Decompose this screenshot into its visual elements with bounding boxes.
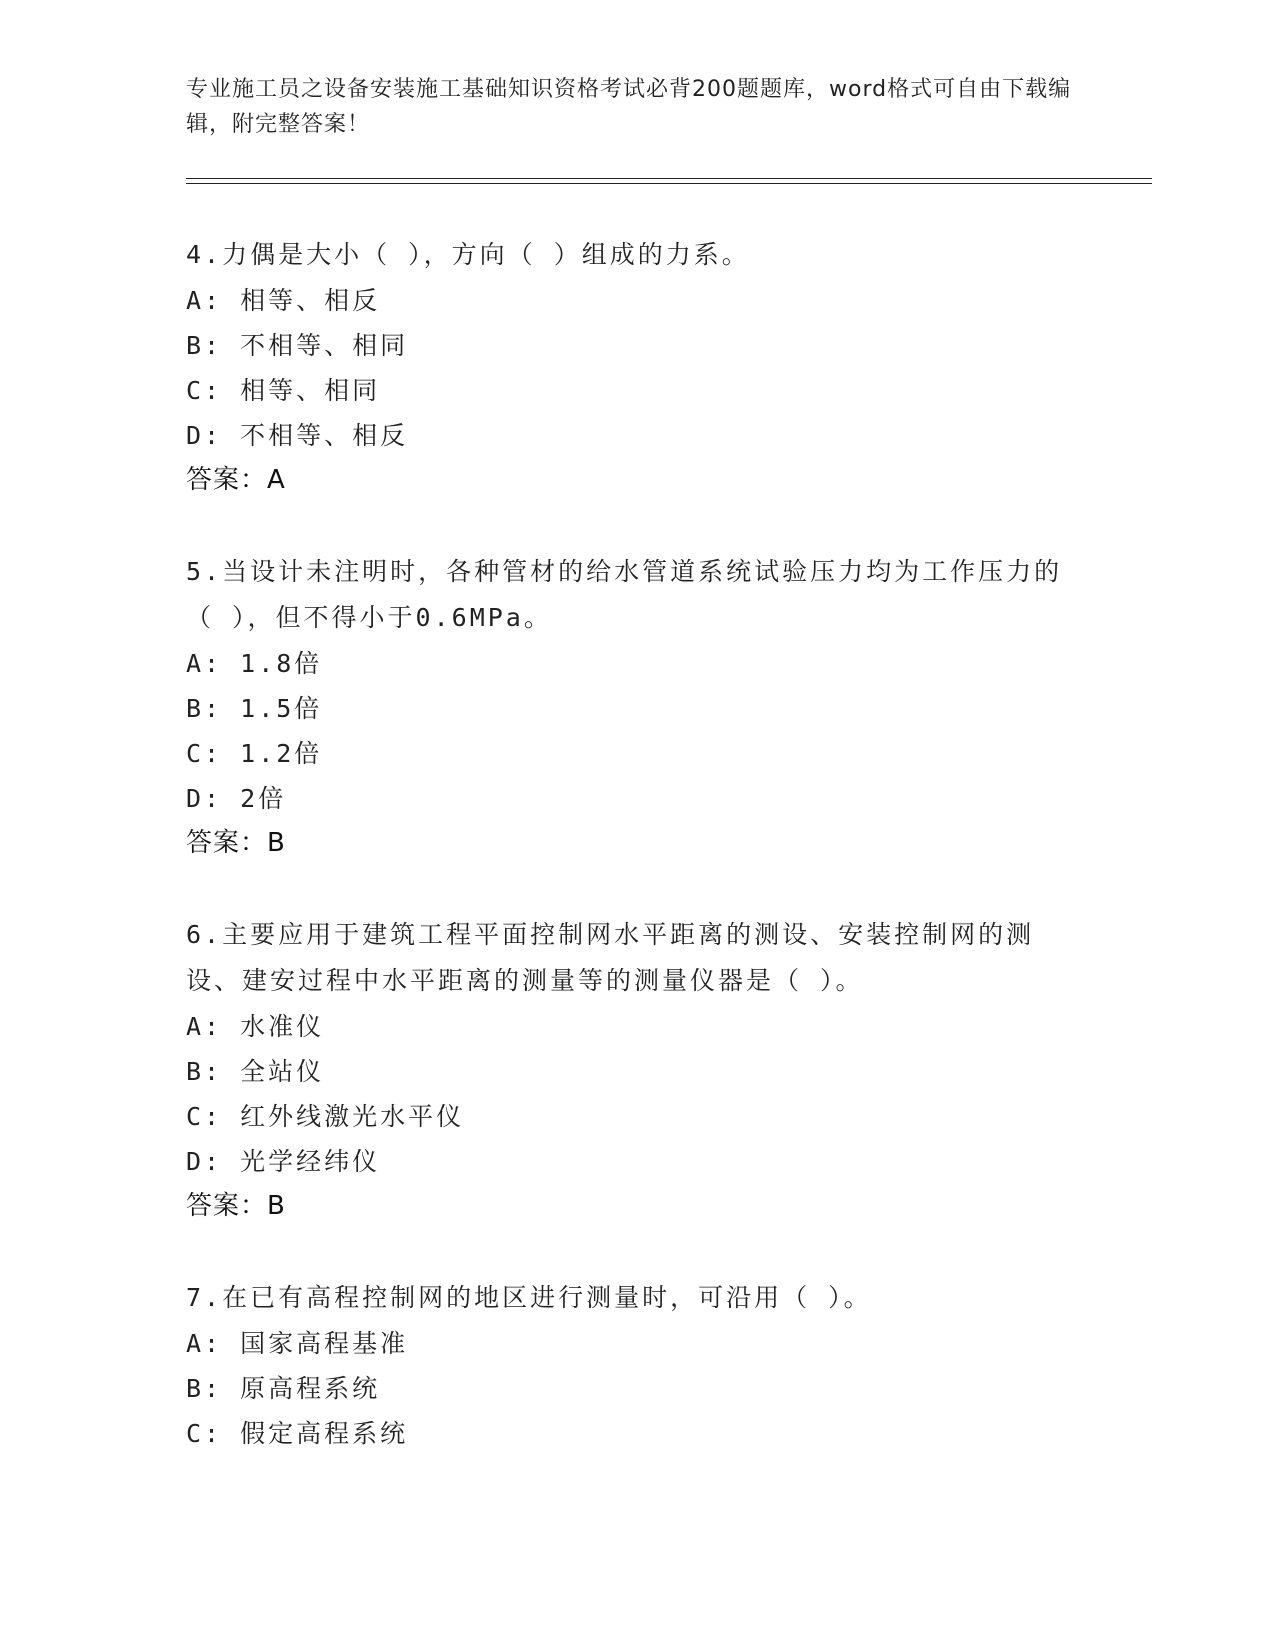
document-header: 专业施工员之设备安装施工基础知识资格考试必背200题题库，word格式可自由下载编辑，附完整答案！: [186, 77, 1072, 137]
question-list: [186, 232, 1066, 1502]
option-c: C: 假定高程系统: [186, 1419, 409, 1448]
answer-line: 答案：B: [186, 828, 286, 858]
option-b: B: 1.5倍: [186, 694, 323, 723]
option-a: A: 国家高程基准: [186, 1329, 409, 1358]
answer-line: 答案：B: [186, 1191, 286, 1221]
option-a: A: 相等、相反: [186, 286, 381, 315]
question-5: [186, 549, 1066, 866]
option-b: B: 全站仪: [186, 1057, 325, 1086]
question-text: 6.主要应用于建筑工程平面控制网水平距离的测设、安装控制网的测设、建安过程中水平距离的测量等的测量仪器是（ ）。: [186, 920, 1035, 995]
option-d: D: 光学经纬仪: [186, 1147, 381, 1176]
option-a: A: 1.8倍: [186, 649, 323, 678]
option-c: C: 相等、相同: [186, 376, 381, 405]
header-divider-top: [186, 178, 1152, 179]
header-divider-bottom: [186, 183, 1152, 184]
question-4: [186, 232, 1066, 503]
option-d: D: 不相等、相反: [186, 421, 409, 450]
question-text: 4.力偶是大小（ ），方向（ ）组成的力系。: [186, 240, 750, 269]
question-7: [186, 1275, 1066, 1456]
question-6: [186, 912, 1066, 1229]
option-b: B: 不相等、相同: [186, 331, 409, 360]
option-c: C: 红外线激光水平仪: [186, 1102, 465, 1131]
option-b: B: 原高程系统: [186, 1374, 381, 1403]
question-text: 7.在已有高程控制网的地区进行测量时，可沿用（ ）。: [186, 1283, 872, 1312]
option-d: D: 2倍: [186, 784, 287, 813]
option-a: A: 水准仪: [186, 1012, 325, 1041]
option-c: C: 1.2倍: [186, 739, 323, 768]
answer-line: 答案：A: [186, 465, 286, 495]
question-text: 5.当设计未注明时，各种管材的给水管道系统试验压力均为工作压力的（ ），但不得小于0.6MPa。: [186, 557, 1063, 632]
